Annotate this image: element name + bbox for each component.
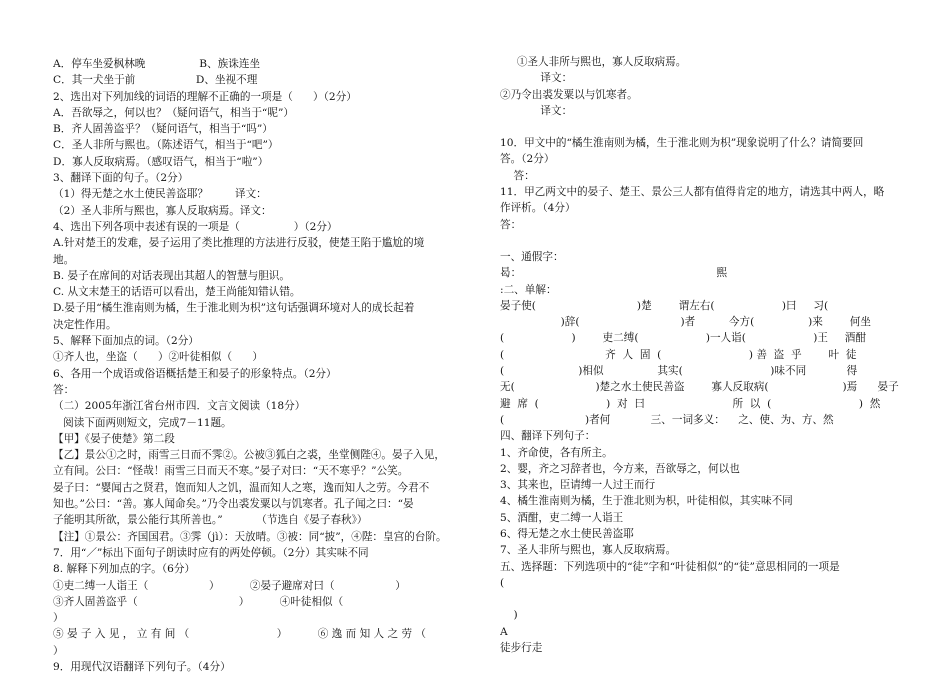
right-line: 四、翻译下列句子： xyxy=(500,430,596,443)
right-line: ( 齐 人 固 ( ) 善 盗 乎 叶 徒 xyxy=(500,348,857,361)
left-line: （1）得无楚之水土使民善盗耶？ 译文： xyxy=(53,188,267,201)
left-line: 晏子曰：“婴闻古之贤君，饱而知人之饥，温而知人之寒，逸而知人之劳。今君不 xyxy=(53,481,430,494)
right-line: 11．甲乙两文中的晏子、楚王、景公三人都有值得肯定的地方，请选其中两人，略 xyxy=(500,186,885,199)
right-line: 2、婴，齐之习辞者也，今方来，吾欲辱之，何以也 xyxy=(500,462,740,475)
right-line: ②乃令出裘发粟以与饥寒者。 xyxy=(500,88,638,101)
left-line: A．吾欲辱之，何以也？（疑问语气，相当于“呢”） xyxy=(53,106,294,119)
left-line: 阅读下面两则短文，完成7－11题。 xyxy=(53,416,232,429)
left-line: B．齐人固善盗乎？（疑问语气，相当于“吗”） xyxy=(53,123,273,136)
right-line: ( )相似 其实( )味不同 得 xyxy=(500,365,858,378)
left-line: 2、选出对下列加线的词语的理解不正确的一项是（ ）（2分） xyxy=(53,90,357,103)
left-line: D．寡人反取病焉。（感叹语气，相当于“啦”） xyxy=(53,155,269,168)
left-line: 答： xyxy=(53,383,75,396)
right-line: 无( )楚之水土使民善盗 寡人反取病( )焉 晏子 xyxy=(500,381,899,394)
left-line: 6、各用一个成语或俗语概括楚王和晏子的形象特点。（2分） xyxy=(53,367,337,380)
left-line: A．停车坐爱枫林晚 B、族诛连坐 xyxy=(53,58,261,70)
left-line: D.晏子用“橘生淮南则为橘，生于淮北则为枳”这句话强调环境对人的成长起着 xyxy=(53,302,415,315)
right-line: 10．甲文中的“橘生淮南则为橘，生于淮北则为枳”现象说明了什么？请简要回 xyxy=(500,137,864,150)
left-line: 7．用“／”标出下面句子朗读时应有的两处停顿。（2分）其实味不同 xyxy=(53,546,369,559)
right-line: 4、橘生淮南则为橘，生于淮北则为枳，叶徒相似，其实味不同 xyxy=(500,495,793,508)
left-column xyxy=(53,56,463,675)
right-line: ) xyxy=(500,609,518,622)
left-line: C. 从文末楚王的话语可以看出，楚王尚能知错认错。 xyxy=(53,286,301,299)
right-line: 7、圣人非所与熙也，寡人反取病焉。 xyxy=(500,544,677,557)
right-line: 1、齐命使，各有所主。 xyxy=(500,446,613,459)
left-line: （二）2005年浙江省台州市四．文言文阅读（18分） xyxy=(53,400,306,413)
right-line: ( ) 吏二缚( )一人诣( )王 酒酣 xyxy=(500,332,866,345)
right-line: 译文： xyxy=(500,104,573,117)
left-line: ⑤ 晏 子 入 见 ， 立 有 间 （ ） ⑥ 逸 而 知 人 之 劳 （ xyxy=(53,628,427,641)
right-line xyxy=(500,591,905,607)
left-line: 9．用现代汉语翻译下列句子。（4分） xyxy=(53,660,231,673)
right-line xyxy=(500,119,905,135)
left-line: 决定性作用。 xyxy=(53,318,117,331)
right-line: 5、酒酣，吏二缚一人诣王 xyxy=(500,511,624,524)
right-line: 6、得无楚之水土使民善盗耶 xyxy=(500,528,634,541)
left-line: 知也。”公曰：“善。寡人闻命矣。”乃令出裘发粟以与饥寒者。孔子闻之曰：“晏 xyxy=(53,498,414,511)
left-line: ①齐人也，坐盗（ ）②叶徒相似（ ） xyxy=(53,351,263,364)
left-line: 子能明其所欲，景公能行其所善也。” （节选自《晏子春秋》） xyxy=(53,514,368,527)
left-line: 地。 xyxy=(53,253,75,266)
left-line: B. 晏子在席间的对话表现出其超人的智慧与胆识。 xyxy=(53,269,290,282)
right-line: 答： xyxy=(500,218,522,231)
left-line: 8. 解释下列加点的字。（6分） xyxy=(53,563,196,576)
right-line: 五、选择题：下列选项中的“徒”字和“叶徒相似”的“徒”意思相同的一项是 xyxy=(500,560,840,573)
right-line: 曷： 熙 xyxy=(500,267,728,280)
right-line: 一、通假字： xyxy=(500,250,564,263)
right-line: 晏子使( )楚 谓左右( )曰 习( xyxy=(500,299,829,312)
right-line: ( )者何 三、一词多义： 之、使、为、方、然 xyxy=(500,413,834,426)
left-line: ） xyxy=(53,612,64,625)
right-line: 答： xyxy=(500,169,535,182)
right-line: ( xyxy=(500,576,505,589)
left-line: 【甲】《晏子使楚》第二段 xyxy=(53,432,175,445)
right-line: 避 席 ( ) 对 曰 所 以 ( ) 然 xyxy=(500,397,881,410)
left-line: 4、选出下列各项中表述有误的一项是（ ）（2分） xyxy=(53,220,338,233)
left-line: 【注】①景公：齐国国君。③霁（jì）：天放晴。③被：同“披”，④陛：皇宫的台阶。 xyxy=(53,530,447,543)
left-line: ） xyxy=(53,644,64,657)
right-line: 答。（2分） xyxy=(500,153,555,166)
left-line: C．其一犬坐于前 D、坐视不理 xyxy=(53,74,258,87)
left-line: 立有间。公曰：“怪哉！雨雪三日而天不寒。”晏子对曰：“天不寒乎？”公笑。 xyxy=(53,465,409,478)
right-column xyxy=(500,54,905,656)
left-line: ③齐人固善盗乎（ ） ④叶徒相似（ xyxy=(53,595,344,608)
right-line: :二、单解： xyxy=(500,283,557,296)
right-line: )辞( )者 今方( )来 何坐 xyxy=(500,316,871,329)
left-line: ①吏二缚一人诣王（ ） ②晏子避席对曰（ ） xyxy=(53,579,406,592)
right-line: A xyxy=(500,625,508,638)
right-line: 译文： xyxy=(500,72,573,85)
left-line: 3、翻译下面的句子。（2分） xyxy=(53,172,189,185)
left-line: A.针对楚王的发难，晏子运用了类比推理的方法进行反驳，使楚王陷于尴尬的境 xyxy=(53,237,425,250)
right-line: 徒步行走 xyxy=(500,641,543,654)
left-line: 【乙】景公①之时，雨雪三日而不霁②。公被③狐白之裘，坐堂侧陛④。晏子入见， xyxy=(53,449,445,462)
right-line: 作评析。（4分） xyxy=(500,202,576,215)
right-line: 3、其来也，臣请缚一人过王而行 xyxy=(500,479,656,492)
left-line: （2）圣人非所与熙也，寡人反取病焉。译文： xyxy=(53,204,272,217)
right-line xyxy=(500,233,905,249)
right-line: ①圣人非所与熙也，寡人反取病焉。 xyxy=(500,56,687,68)
left-line: 5、解释下面加点的词。（2分） xyxy=(53,335,199,348)
left-line: C．圣人非所与熙也。（陈述语气，相当于“吧”） xyxy=(53,139,279,152)
